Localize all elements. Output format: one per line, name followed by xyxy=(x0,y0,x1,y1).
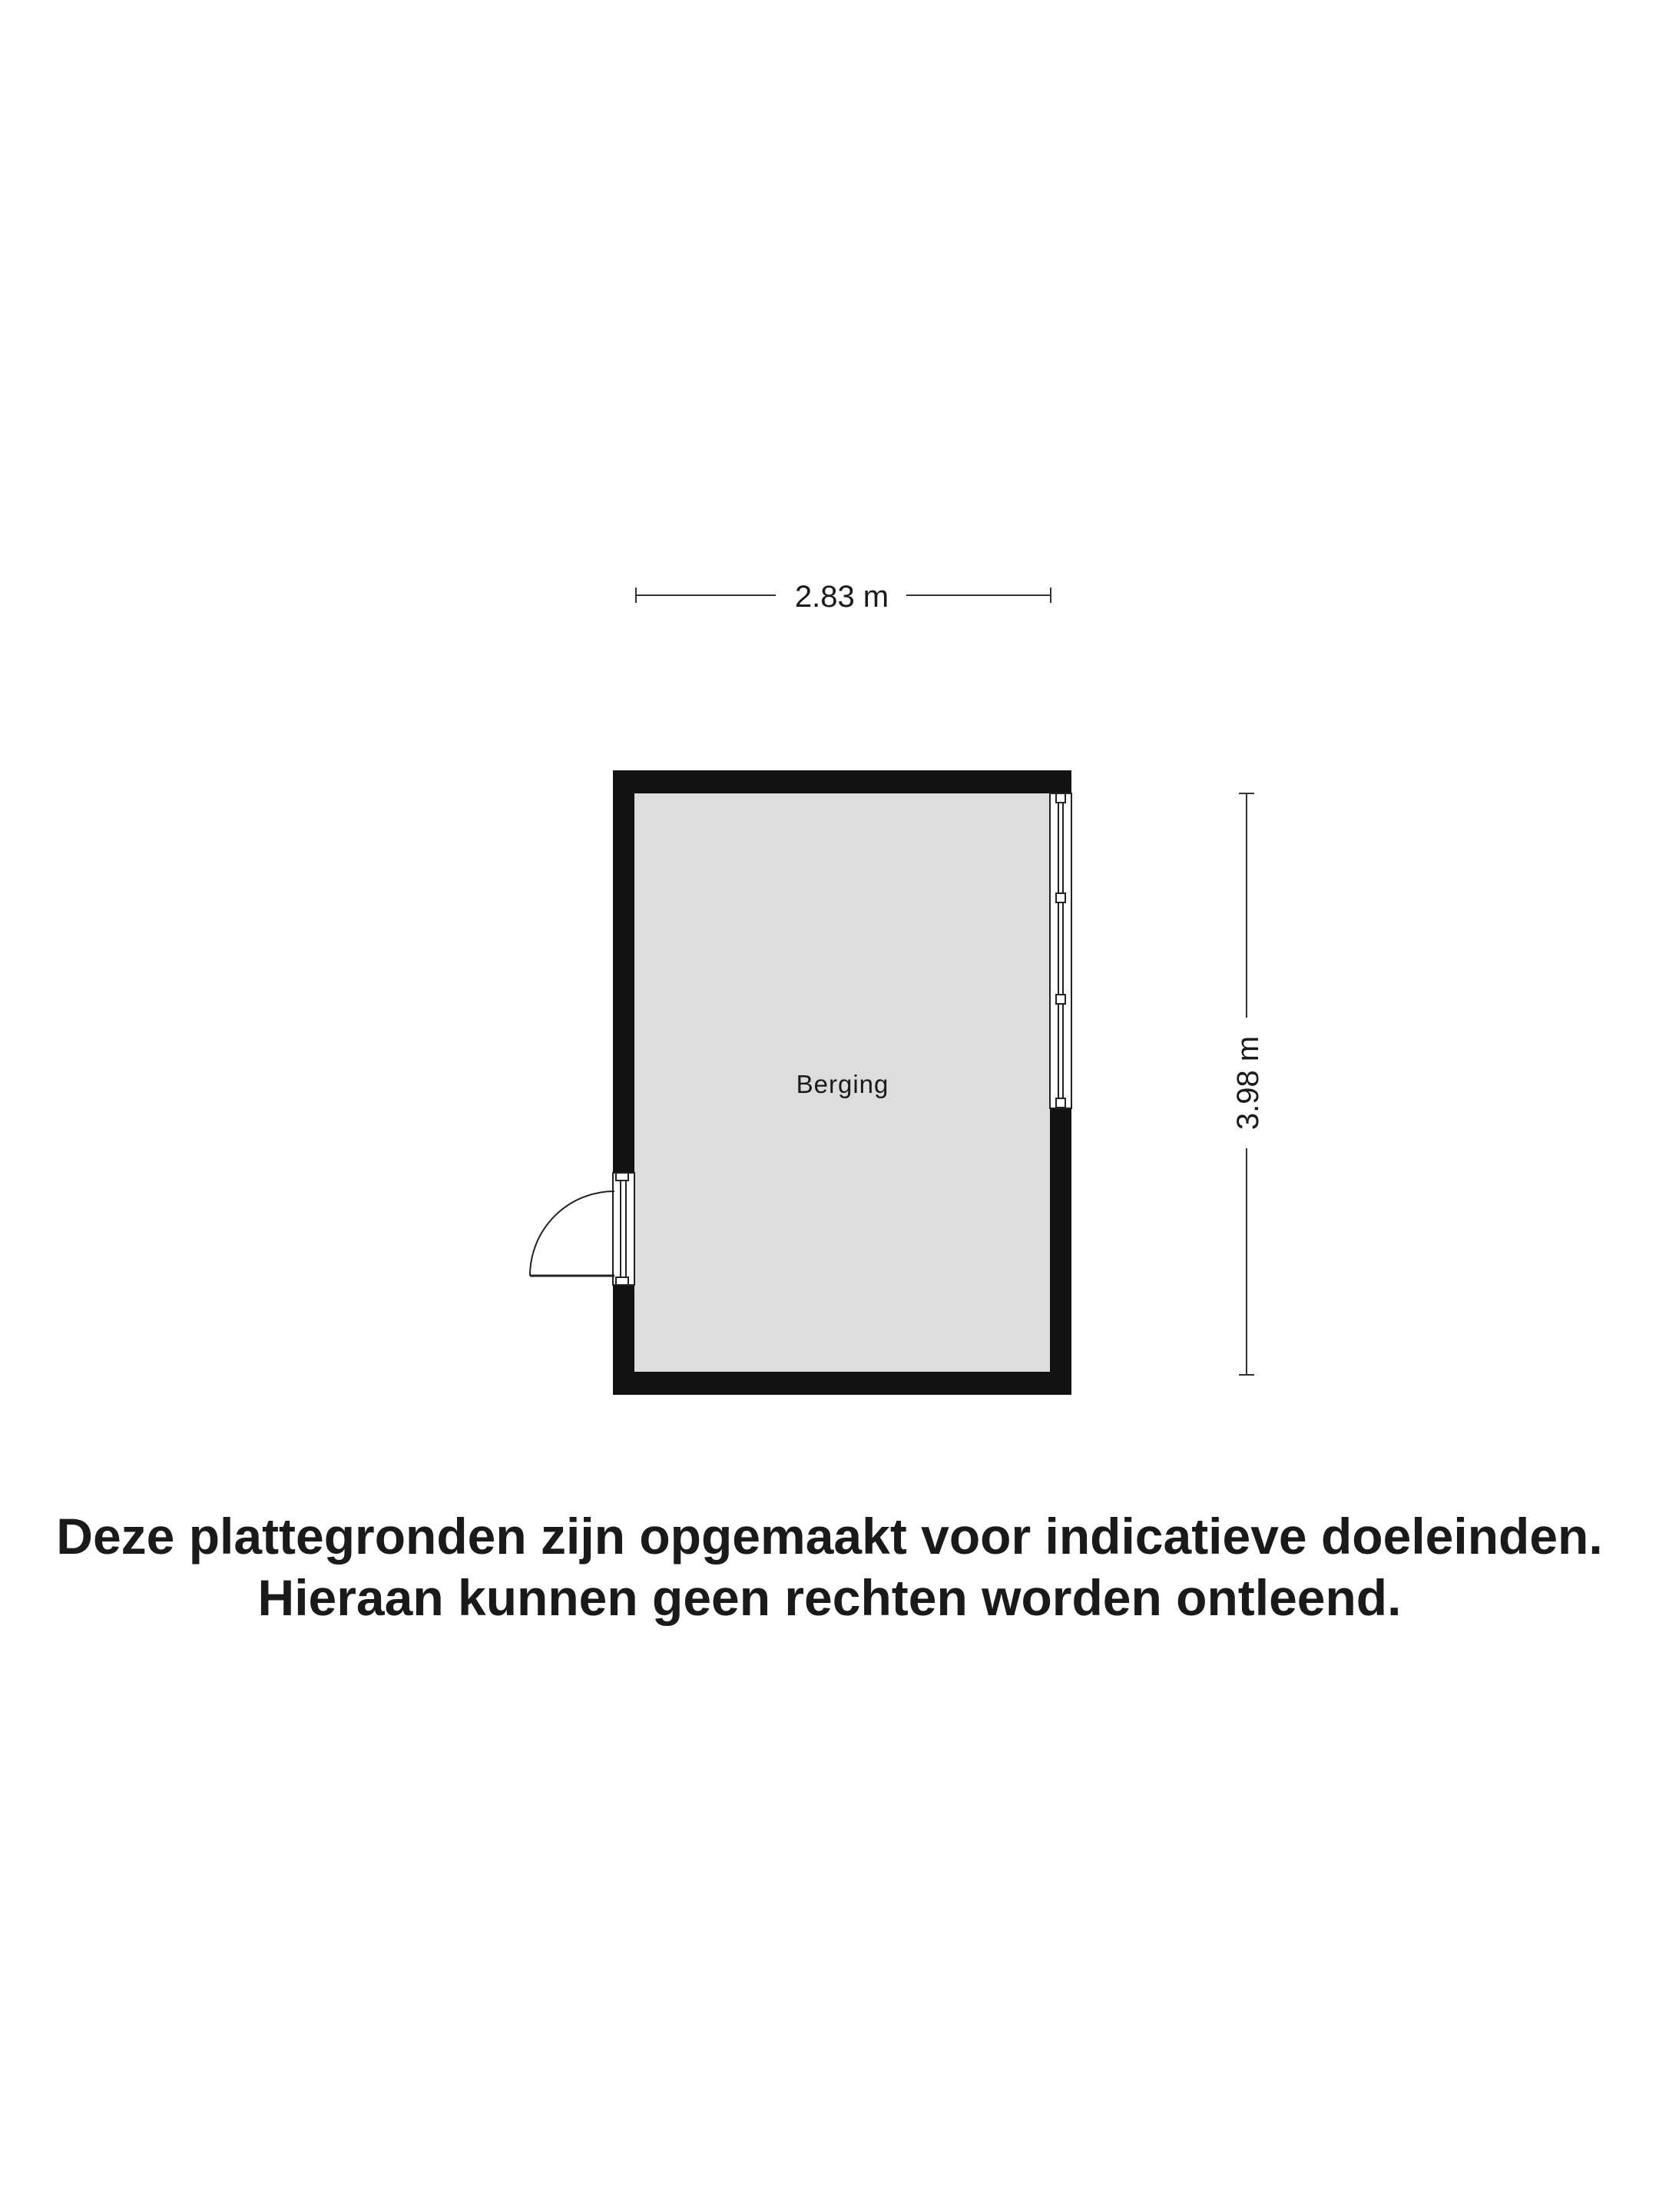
width-dimension-label: 2.83 m xyxy=(794,580,889,614)
window-right xyxy=(1050,793,1071,1108)
wall-top xyxy=(613,770,1071,793)
disclaimer xyxy=(0,1505,1659,1628)
room-label-berging: Berging xyxy=(796,1070,889,1098)
wall-bottom xyxy=(613,1372,1071,1395)
wall-left-upper xyxy=(613,770,634,1173)
disclaimer-line-2: Hieraan kunnen geen rechten worden ontleend. xyxy=(257,1569,1402,1626)
disclaimer-line-1: Deze plattegronden zijn opgemaakt voor indicatieve doeleinden. xyxy=(56,1508,1603,1565)
width-dimension xyxy=(636,580,1051,614)
height-dimension xyxy=(1231,793,1265,1375)
door-left xyxy=(530,1173,634,1285)
wall-right-lower xyxy=(1050,1108,1071,1395)
height-dimension-label: 3.98 m xyxy=(1231,1035,1265,1131)
wall-left-lower xyxy=(613,1285,634,1395)
